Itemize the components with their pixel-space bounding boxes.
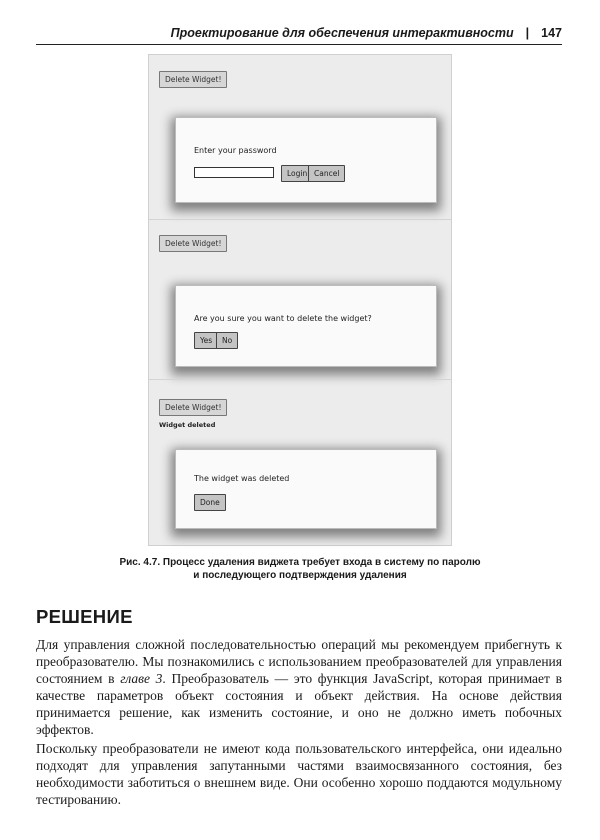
figure-panel-done	[149, 379, 451, 547]
paragraph-1	[36, 636, 562, 738]
section-heading: РЕШЕНИЕ	[36, 606, 133, 627]
done-dialog	[175, 449, 437, 529]
login-button[interactable]: Login	[281, 165, 313, 182]
figure-caption	[60, 556, 540, 582]
password-input[interactable]	[194, 167, 274, 178]
password-dialog	[175, 117, 437, 203]
page-number: 147	[541, 26, 562, 40]
confirm-dialog	[175, 285, 437, 367]
figure-4-7	[148, 54, 452, 546]
chapter-reference: главе 3	[120, 671, 163, 686]
widget-status-text: Widget deleted	[159, 421, 216, 429]
caption-line-2: и последующего подтверждения удаления	[193, 570, 407, 581]
header-separator: |	[525, 26, 530, 40]
paragraph-2: Поскольку преобразователи не имеют кода пользовательского интерфейса, они идеально подходят для управления запутанными частями взаимосвязанного состояния, без необходимости заботиться о внешнем виде. Они особенно хорошо поддаются модульному тестированию.	[36, 741, 562, 807]
cancel-button[interactable]: Cancel	[308, 165, 345, 182]
no-button[interactable]: No	[216, 332, 238, 349]
paragraph-1-end: . Преобразователь — это функция JavaScript, которая принимает в качестве параметров объект состояния и объект действия. На основе действия принимается решение, как изменить состояние, и оно не должно иметь побочных эффектов.	[36, 671, 562, 737]
delete-widget-button[interactable]: Delete Widget!	[159, 71, 227, 88]
header-rule	[36, 44, 562, 45]
dialog-message: Are you sure you want to delete the widget?	[194, 314, 372, 323]
dialog-message: The widget was deleted	[194, 474, 290, 483]
delete-widget-button[interactable]: Delete Widget!	[159, 399, 227, 416]
dialog-message: Enter your password	[194, 146, 277, 155]
running-header	[36, 26, 562, 40]
paragraph-1-start: Для управления сложной последовательностью операций мы рекомендуем прибегнуть к преобразователю. Мы познакомились с использованием преобразователей для управления состоянием в	[36, 637, 562, 686]
figure-panel-confirm	[149, 219, 451, 379]
running-title: Проектирование для обеспечения интерактивности	[170, 26, 514, 40]
done-button[interactable]: Done	[194, 494, 226, 511]
figure-panel-password	[149, 55, 451, 219]
delete-widget-button[interactable]: Delete Widget!	[159, 235, 227, 252]
yes-button[interactable]: Yes	[194, 332, 218, 349]
caption-line-1: Рис. 4.7. Процесс удаления виджета требует входа в систему по паролю	[119, 557, 481, 568]
